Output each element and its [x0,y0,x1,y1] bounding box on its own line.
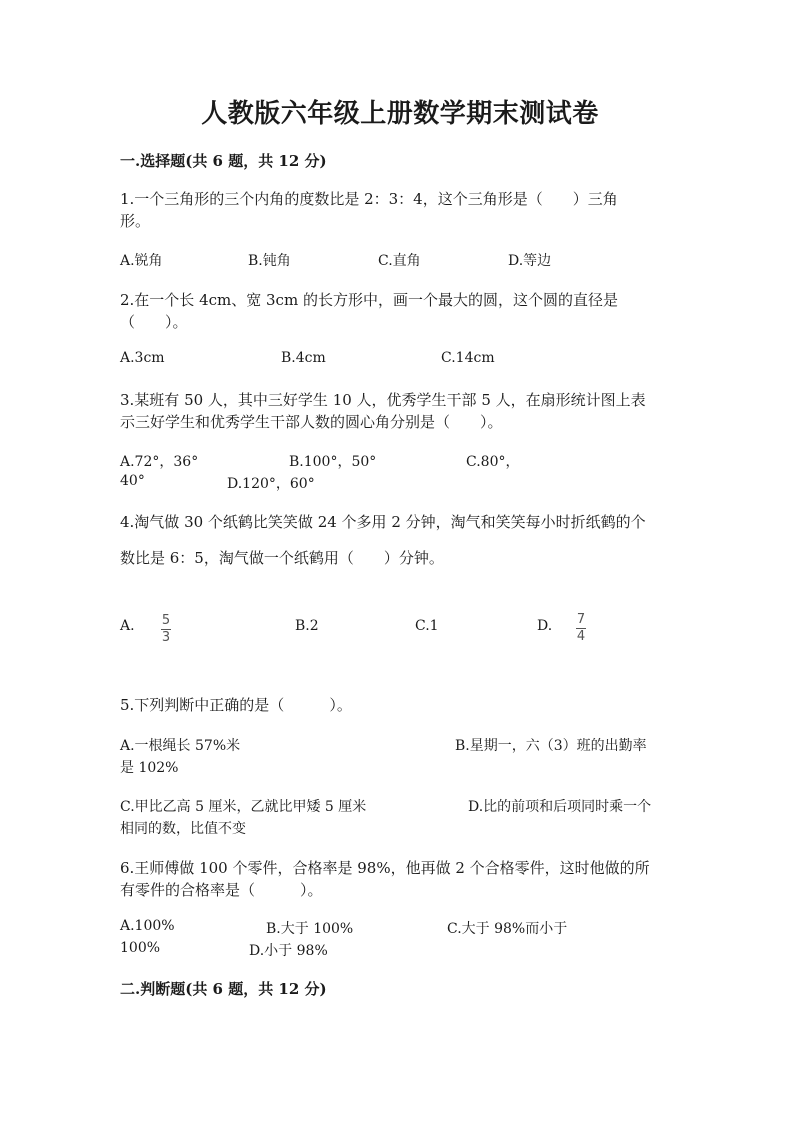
q1-text-line1: 1.一个三角形的三个内角的度数比是 2：3：4，这个三角形是（ ）三角 [120,190,618,208]
q2-text-line1: 2.在一个长 4cm、宽 3cm 的长方形中，画一个最大的圆，这个圆的直径是 [120,291,618,309]
q4-option-b: B.2 [295,618,319,634]
section-choice-header: 一.选择题(共 6 题，共 12 分) [120,152,327,170]
q2-text-line2: （ ）。 [120,313,188,331]
q5-option-d-cont: 相同的数，比值不变 [120,821,246,837]
q1-option-b: B.钝角 [248,253,291,269]
q4-text-line2: 数比是 6：5，淘气做一个纸鹤用（ ）分钟。 [120,549,444,567]
q6-option-b: B.大于 100% [266,921,354,937]
q6-option-d: D.小于 98% [249,943,328,959]
q4-option-d-fraction [576,608,586,644]
q2-option-b: B.4cm [281,350,326,366]
q1-option-c: C.直角 [378,253,421,269]
q4-d-denominator: 4 [576,629,586,644]
q6-text-line2: 有零件的合格率是（ ）。 [120,881,323,899]
q4-option-d: D. [537,618,553,634]
q6-option-a: A.100% [120,918,175,934]
q4-d-numerator: 7 [576,612,586,627]
section-judge-header: 二.判断题(共 6 题，共 12 分) [120,980,327,998]
q4-option-a: A. [120,618,135,634]
q3-text-line1: 3.某班有 50 人，其中三好学生 10 人，优秀学生干部 5 人，在扇形统计图上表 [120,391,646,409]
q5-text-line1: 5.下列判断中正确的是（ ）。 [120,696,352,714]
q3-option-c-cont: 40° [120,473,145,489]
q1-text-line2: 形。 [120,212,151,230]
q3-text-line2: 示三好学生和优秀学生干部人数的圆心角分别是（ ）。 [120,413,503,431]
q5-option-a: A.一根绳长 57%米 [120,738,241,754]
q1-option-a: A.锐角 [120,253,163,269]
page-title: 人教版六年级上册数学期末测试卷 [201,99,599,129]
q5-option-d: D.比的前项和后项同时乘一个 [468,799,652,815]
q6-option-c-cont: 100% [120,940,161,956]
q5-option-c: C.甲比乙高 5 厘米，乙就比甲矮 5 厘米 [120,799,367,815]
q1-option-d: D.等边 [508,253,552,269]
q5-option-b-cont: 是 102% [120,760,179,776]
q3-option-b: B.100°，50° [289,454,377,470]
q2-option-a: A.3cm [120,350,165,366]
q6-text-line1: 6.王师傅做 100 个零件，合格率是 98%，他再做 2 个合格零件，这时他做的所 [120,859,650,877]
q3-option-d: D.120°，60° [227,476,315,492]
q4-option-c: C.1 [415,618,439,634]
q4-text-line1: 4.淘气做 30 个纸鹤比笑笑做 24 个多用 2 分钟，淘气和笑笑每小时折纸鹤的个 [120,513,646,531]
q4-a-denominator: 3 [161,630,171,645]
q3-option-c: C.80°， [466,454,520,470]
q5-option-b: B.星期一，六（3）班的出勤率 [455,738,647,754]
q4-a-numerator: 5 [161,613,171,628]
q3-option-a: A.72°，36° [120,454,199,470]
q2-option-c: C.14cm [441,350,495,366]
q4-option-a-fraction [161,609,171,645]
q6-option-c: C.大于 98%而小于 [447,921,568,937]
